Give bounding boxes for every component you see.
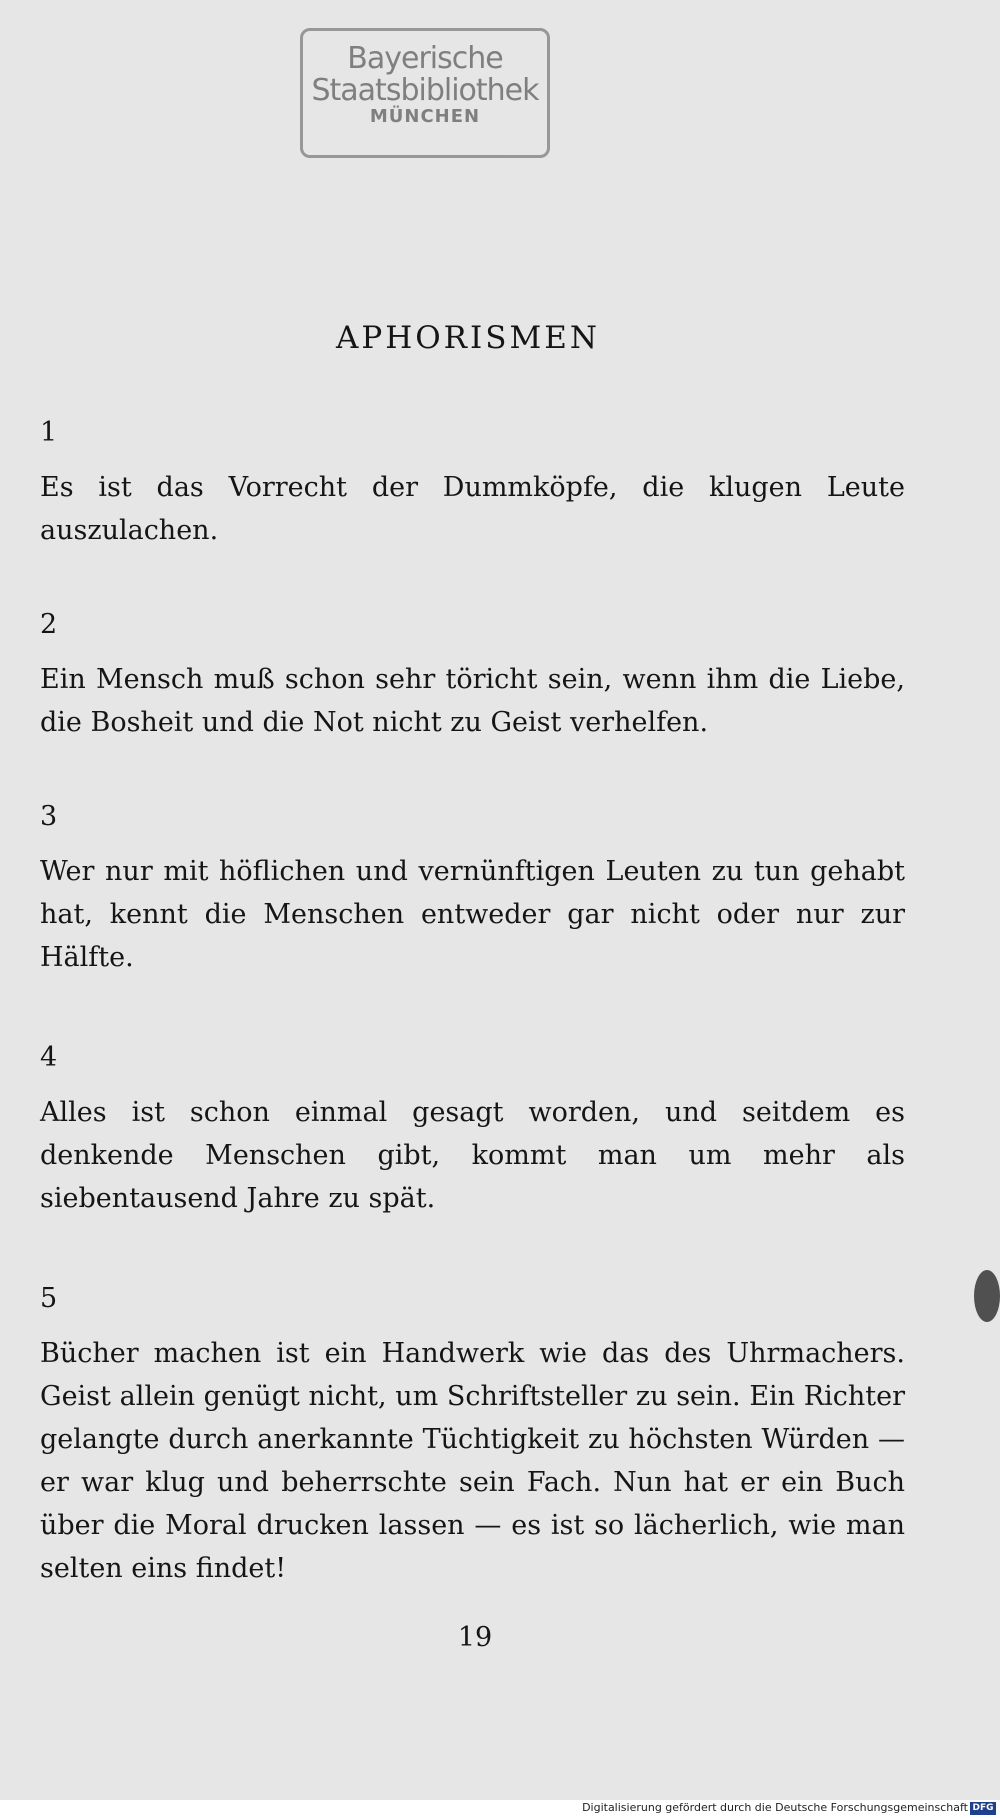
aphorism-2 — [40, 610, 905, 744]
aphorism-number: 1 — [40, 417, 58, 448]
aphorism-5 — [40, 1284, 905, 1590]
stamp-line-3: MÜNCHEN — [369, 106, 481, 127]
aphorism-text: Wer nur mit höflichen und vernünftigen Leuten zu tun gehabt hat, kennt die Menschen entweder gar nicht oder nur zur Hälfte. — [40, 856, 905, 973]
aphorism-text: Alles ist schon einmal gesagt worden, und seitdem es denkende Menschen gibt, kommt man um mehr als siebentausend Jahre zu spät. — [40, 1097, 905, 1214]
aphorism-1 — [40, 418, 905, 552]
scan-artifact — [974, 1270, 1000, 1322]
aphorism-number: 2 — [40, 609, 58, 640]
aphorism-3 — [40, 802, 905, 979]
aphorism-number: 5 — [40, 1283, 58, 1314]
dfg-logo-icon: DFG — [970, 1802, 996, 1815]
chapter-heading: APHORISMEN — [335, 320, 600, 356]
stamp-line-2: Staatsbibliothek — [311, 72, 539, 108]
aphorism-text: Bücher machen ist ein Handwerk wie das des Uhrmachers. Geist allein genügt nicht, um Schriftsteller zu sein. Ein Richter gelangte durch anerkannte Tüchtigkeit zu höchsten Würden — er war klug und beherrschte sein Fach. Nun hat er ein Buch über die Moral drucken lassen — es ist so lächerlich, wie man selten eins findet! — [40, 1338, 905, 1584]
digitization-footer — [0, 1800, 1000, 1818]
aphorism-number: 4 — [40, 1042, 58, 1073]
aphorism-number: 3 — [40, 801, 58, 832]
aphorism-4 — [40, 1043, 905, 1220]
page-number: 19 — [457, 1622, 493, 1653]
library-stamp — [300, 28, 550, 158]
aphorism-text: Es ist das Vorrecht der Dummköpfe, die klugen Leute auszulachen. — [40, 472, 905, 546]
stamp-line-1: Bayerische — [347, 41, 503, 76]
aphorism-text: Ein Mensch muß schon sehr töricht sein, wenn ihm die Liebe, die Bosheit und die Not nicht zu Geist verhelfen. — [40, 664, 905, 738]
funding-credit: Digitalisierung gefördert durch die Deutsche Forschungsgemeinschaft — [582, 1801, 968, 1814]
